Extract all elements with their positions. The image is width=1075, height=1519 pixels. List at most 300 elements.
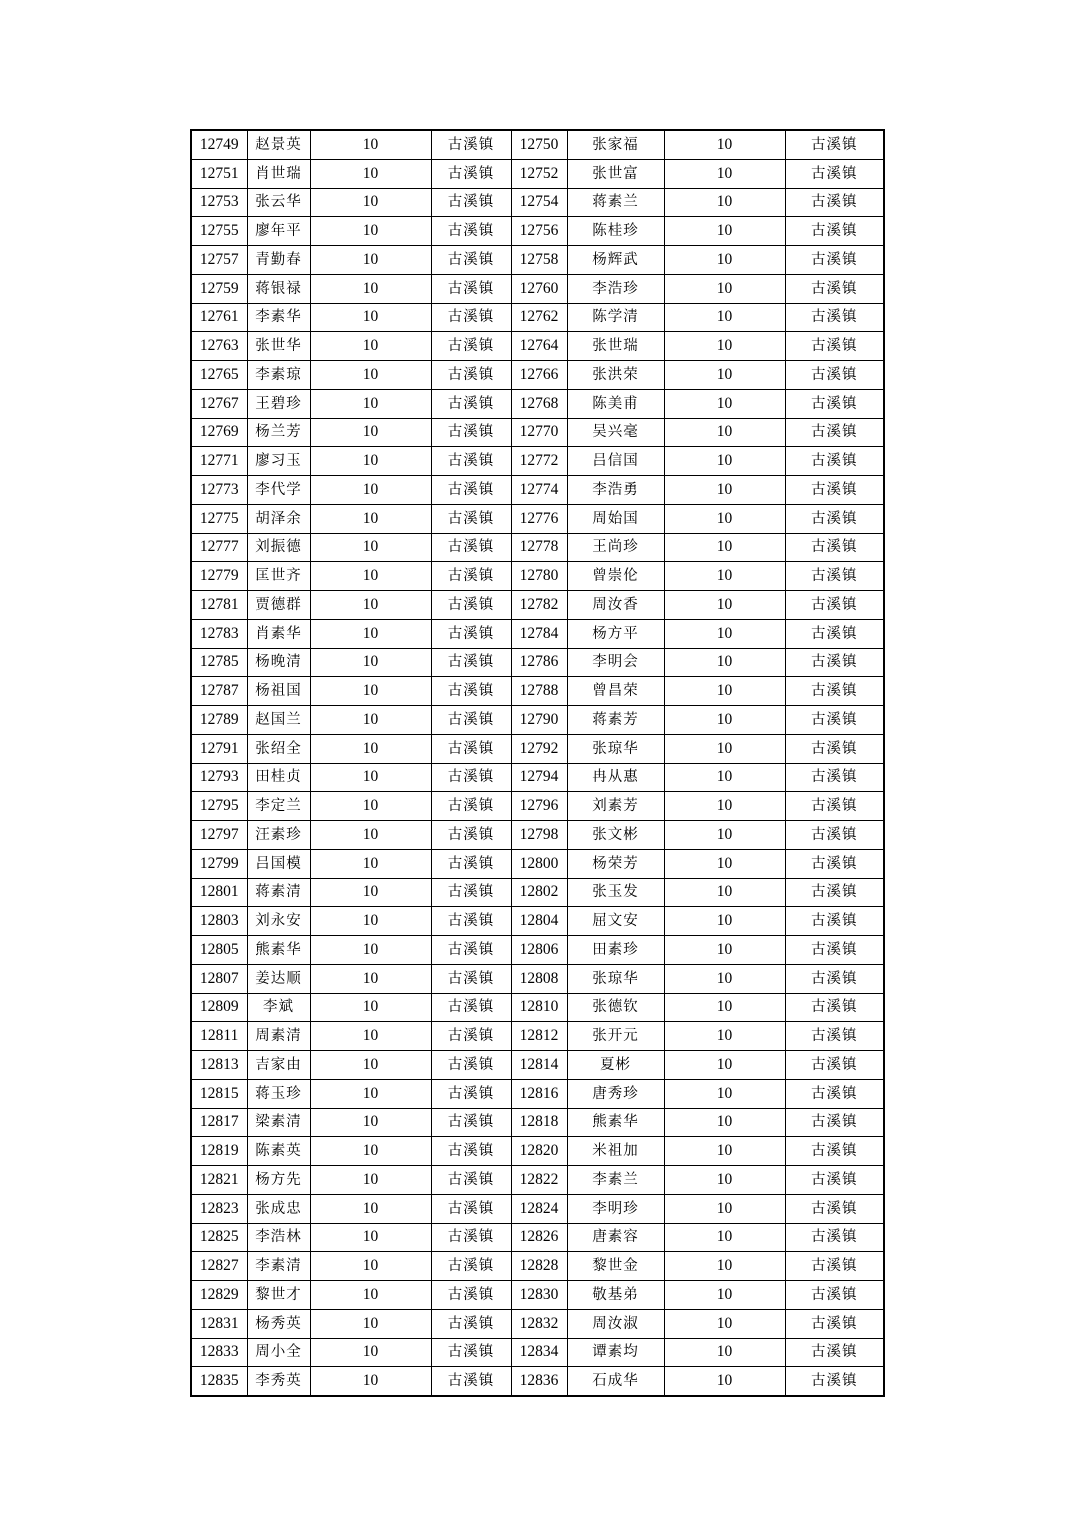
person-name: 周汝香 [567, 591, 664, 620]
town-name: 古溪镇 [431, 619, 511, 648]
town-name: 古溪镇 [431, 562, 511, 591]
person-name: 唐素容 [567, 1223, 664, 1252]
amount-value: 10 [310, 246, 431, 275]
town-name: 古溪镇 [785, 734, 884, 763]
person-name: 黎世才 [247, 1281, 310, 1310]
person-name: 李定兰 [247, 792, 310, 821]
amount-value: 10 [664, 993, 785, 1022]
record-number: 12791 [191, 734, 247, 763]
amount-value: 10 [310, 763, 431, 792]
amount-value: 10 [310, 1194, 431, 1223]
amount-value: 10 [664, 706, 785, 735]
amount-value: 10 [310, 619, 431, 648]
record-number: 12781 [191, 591, 247, 620]
amount-value: 10 [664, 734, 785, 763]
record-number: 12762 [511, 303, 567, 332]
amount-value: 10 [310, 849, 431, 878]
amount-value: 10 [310, 1022, 431, 1051]
amount-value: 10 [664, 361, 785, 390]
amount-value: 10 [310, 993, 431, 1022]
table-row [191, 447, 884, 476]
person-name: 胡泽余 [247, 504, 310, 533]
record-number: 12759 [191, 274, 247, 303]
record-number: 12823 [191, 1194, 247, 1223]
record-number: 12757 [191, 246, 247, 275]
amount-value: 10 [664, 1166, 785, 1195]
table-row [191, 188, 884, 217]
roster-body [191, 130, 884, 1396]
amount-value: 10 [664, 274, 785, 303]
amount-value: 10 [310, 936, 431, 965]
record-number: 12825 [191, 1223, 247, 1252]
amount-value: 10 [310, 389, 431, 418]
table-row [191, 993, 884, 1022]
record-number: 12801 [191, 878, 247, 907]
amount-value: 10 [310, 1051, 431, 1080]
town-name: 古溪镇 [431, 217, 511, 246]
town-name: 古溪镇 [785, 1051, 884, 1080]
record-number: 12824 [511, 1194, 567, 1223]
person-name: 敬基弟 [567, 1281, 664, 1310]
town-name: 古溪镇 [431, 792, 511, 821]
person-name: 梁素清 [247, 1108, 310, 1137]
person-name: 田桂贞 [247, 763, 310, 792]
person-name: 刘素芳 [567, 792, 664, 821]
record-number: 12820 [511, 1137, 567, 1166]
town-name: 古溪镇 [785, 964, 884, 993]
amount-value: 10 [310, 792, 431, 821]
table-row [191, 1367, 884, 1396]
record-number: 12770 [511, 418, 567, 447]
person-name: 黎世金 [567, 1252, 664, 1281]
table-row [191, 1338, 884, 1367]
table-row [191, 389, 884, 418]
record-number: 12777 [191, 533, 247, 562]
town-name: 古溪镇 [431, 1223, 511, 1252]
amount-value: 10 [664, 130, 785, 159]
town-name: 古溪镇 [785, 217, 884, 246]
amount-value: 10 [310, 562, 431, 591]
amount-value: 10 [310, 648, 431, 677]
table-row [191, 274, 884, 303]
record-number: 12832 [511, 1309, 567, 1338]
amount-value: 10 [664, 1367, 785, 1396]
table-row [191, 1281, 884, 1310]
table-row [191, 361, 884, 390]
amount-value: 10 [310, 1223, 431, 1252]
town-name: 古溪镇 [431, 907, 511, 936]
person-name: 杨方平 [567, 619, 664, 648]
amount-value: 10 [664, 217, 785, 246]
town-name: 古溪镇 [431, 849, 511, 878]
amount-value: 10 [310, 361, 431, 390]
town-name: 古溪镇 [431, 389, 511, 418]
table-row [191, 763, 884, 792]
record-number: 12749 [191, 130, 247, 159]
record-number: 12752 [511, 159, 567, 188]
town-name: 古溪镇 [785, 677, 884, 706]
table-row [191, 504, 884, 533]
town-name: 古溪镇 [785, 1022, 884, 1051]
record-number: 12751 [191, 159, 247, 188]
amount-value: 10 [310, 964, 431, 993]
record-number: 12788 [511, 677, 567, 706]
town-name: 古溪镇 [785, 619, 884, 648]
amount-value: 10 [664, 1309, 785, 1338]
person-name: 周素清 [247, 1022, 310, 1051]
record-number: 12797 [191, 821, 247, 850]
person-name: 李浩勇 [567, 476, 664, 505]
person-name: 杨晚清 [247, 648, 310, 677]
table-row [191, 562, 884, 591]
amount-value: 10 [310, 1252, 431, 1281]
person-name: 廖习玉 [247, 447, 310, 476]
amount-value: 10 [664, 1281, 785, 1310]
table-row [191, 476, 884, 505]
person-name: 杨祖国 [247, 677, 310, 706]
record-number: 12799 [191, 849, 247, 878]
town-name: 古溪镇 [431, 677, 511, 706]
town-name: 古溪镇 [431, 964, 511, 993]
record-number: 12771 [191, 447, 247, 476]
town-name: 古溪镇 [431, 648, 511, 677]
record-number: 12787 [191, 677, 247, 706]
record-number: 12805 [191, 936, 247, 965]
town-name: 古溪镇 [431, 821, 511, 850]
record-number: 12817 [191, 1108, 247, 1137]
town-name: 古溪镇 [431, 1194, 511, 1223]
town-name: 古溪镇 [431, 1108, 511, 1137]
town-name: 古溪镇 [431, 993, 511, 1022]
town-name: 古溪镇 [431, 303, 511, 332]
town-name: 古溪镇 [785, 447, 884, 476]
person-name: 汪素珍 [247, 821, 310, 850]
record-number: 12811 [191, 1022, 247, 1051]
record-number: 12831 [191, 1309, 247, 1338]
person-name: 刘振德 [247, 533, 310, 562]
person-name: 青勤春 [247, 246, 310, 275]
amount-value: 10 [664, 1194, 785, 1223]
person-name: 张琼华 [567, 964, 664, 993]
town-name: 古溪镇 [785, 591, 884, 620]
person-name: 赵景英 [247, 130, 310, 159]
town-name: 古溪镇 [785, 849, 884, 878]
person-name: 张世华 [247, 332, 310, 361]
person-name: 杨荣芳 [567, 849, 664, 878]
town-name: 古溪镇 [785, 1223, 884, 1252]
amount-value: 10 [664, 763, 785, 792]
amount-value: 10 [310, 1281, 431, 1310]
person-name: 熊素华 [247, 936, 310, 965]
person-name: 张玉发 [567, 878, 664, 907]
amount-value: 10 [310, 188, 431, 217]
amount-value: 10 [310, 1309, 431, 1338]
town-name: 古溪镇 [785, 706, 884, 735]
amount-value: 10 [664, 188, 785, 217]
table-row [191, 1108, 884, 1137]
person-name: 吕国模 [247, 849, 310, 878]
table-row [191, 1252, 884, 1281]
person-name: 李明会 [567, 648, 664, 677]
table-row [191, 706, 884, 735]
record-number: 12828 [511, 1252, 567, 1281]
amount-value: 10 [310, 706, 431, 735]
record-number: 12833 [191, 1338, 247, 1367]
amount-value: 10 [664, 878, 785, 907]
person-name: 张绍全 [247, 734, 310, 763]
record-number: 12789 [191, 706, 247, 735]
person-name: 姜达顺 [247, 964, 310, 993]
person-name: 田素珍 [567, 936, 664, 965]
person-name: 曾昌荣 [567, 677, 664, 706]
amount-value: 10 [310, 734, 431, 763]
amount-value: 10 [310, 591, 431, 620]
amount-value: 10 [664, 964, 785, 993]
town-name: 古溪镇 [431, 1051, 511, 1080]
town-name: 古溪镇 [785, 418, 884, 447]
town-name: 古溪镇 [785, 1108, 884, 1137]
person-name: 周始国 [567, 504, 664, 533]
amount-value: 10 [664, 159, 785, 188]
table-row [191, 1022, 884, 1051]
table-row [191, 591, 884, 620]
town-name: 古溪镇 [785, 792, 884, 821]
person-name: 匡世齐 [247, 562, 310, 591]
amount-value: 10 [664, 303, 785, 332]
table-row [191, 332, 884, 361]
town-name: 古溪镇 [431, 1367, 511, 1396]
person-name: 陈素英 [247, 1137, 310, 1166]
record-number: 12778 [511, 533, 567, 562]
town-name: 古溪镇 [785, 1309, 884, 1338]
table-row [191, 734, 884, 763]
town-name: 古溪镇 [431, 1281, 511, 1310]
person-name: 李素兰 [567, 1166, 664, 1195]
town-name: 古溪镇 [785, 1367, 884, 1396]
town-name: 古溪镇 [785, 533, 884, 562]
amount-value: 10 [664, 1051, 785, 1080]
record-number: 12803 [191, 907, 247, 936]
record-number: 12755 [191, 217, 247, 246]
roster-table [190, 129, 885, 1397]
record-number: 12810 [511, 993, 567, 1022]
person-name: 李素华 [247, 303, 310, 332]
amount-value: 10 [664, 1079, 785, 1108]
person-name: 陈桂珍 [567, 217, 664, 246]
person-name: 冉从惠 [567, 763, 664, 792]
town-name: 古溪镇 [431, 1338, 511, 1367]
person-name: 李秀英 [247, 1367, 310, 1396]
record-number: 12792 [511, 734, 567, 763]
person-name: 张云华 [247, 188, 310, 217]
table-row [191, 619, 884, 648]
record-number: 12821 [191, 1166, 247, 1195]
record-number: 12835 [191, 1367, 247, 1396]
record-number: 12775 [191, 504, 247, 533]
table-row [191, 303, 884, 332]
amount-value: 10 [664, 447, 785, 476]
person-name: 周小全 [247, 1338, 310, 1367]
record-number: 12813 [191, 1051, 247, 1080]
amount-value: 10 [664, 677, 785, 706]
record-number: 12812 [511, 1022, 567, 1051]
record-number: 12785 [191, 648, 247, 677]
table-row [191, 1166, 884, 1195]
table-row [191, 648, 884, 677]
record-number: 12798 [511, 821, 567, 850]
record-number: 12818 [511, 1108, 567, 1137]
record-number: 12766 [511, 361, 567, 390]
town-name: 古溪镇 [785, 1338, 884, 1367]
town-name: 古溪镇 [431, 274, 511, 303]
town-name: 古溪镇 [785, 993, 884, 1022]
table-row [191, 677, 884, 706]
town-name: 古溪镇 [431, 476, 511, 505]
town-name: 古溪镇 [431, 361, 511, 390]
person-name: 王碧珍 [247, 389, 310, 418]
record-number: 12806 [511, 936, 567, 965]
town-name: 古溪镇 [431, 1137, 511, 1166]
town-name: 古溪镇 [785, 907, 884, 936]
person-name: 杨辉武 [567, 246, 664, 275]
town-name: 古溪镇 [431, 706, 511, 735]
town-name: 古溪镇 [431, 418, 511, 447]
record-number: 12826 [511, 1223, 567, 1252]
person-name: 张开元 [567, 1022, 664, 1051]
person-name: 肖世瑞 [247, 159, 310, 188]
person-name: 贾德群 [247, 591, 310, 620]
person-name: 杨方先 [247, 1166, 310, 1195]
town-name: 古溪镇 [785, 1166, 884, 1195]
amount-value: 10 [664, 504, 785, 533]
amount-value: 10 [664, 821, 785, 850]
amount-value: 10 [664, 476, 785, 505]
amount-value: 10 [664, 648, 785, 677]
record-number: 12756 [511, 217, 567, 246]
amount-value: 10 [310, 274, 431, 303]
town-name: 古溪镇 [785, 1281, 884, 1310]
town-name: 古溪镇 [785, 274, 884, 303]
person-name: 张世富 [567, 159, 664, 188]
person-name: 蒋玉珍 [247, 1079, 310, 1108]
person-name: 李斌 [247, 993, 310, 1022]
town-name: 古溪镇 [785, 246, 884, 275]
record-number: 12783 [191, 619, 247, 648]
record-number: 12807 [191, 964, 247, 993]
town-name: 古溪镇 [785, 1252, 884, 1281]
town-name: 古溪镇 [785, 332, 884, 361]
person-name: 熊素华 [567, 1108, 664, 1137]
record-number: 12750 [511, 130, 567, 159]
person-name: 谭素均 [567, 1338, 664, 1367]
record-number: 12822 [511, 1166, 567, 1195]
record-number: 12830 [511, 1281, 567, 1310]
amount-value: 10 [664, 332, 785, 361]
table-row [191, 1194, 884, 1223]
person-name: 张世瑞 [567, 332, 664, 361]
person-name: 屈文安 [567, 907, 664, 936]
record-number: 12796 [511, 792, 567, 821]
table-row [191, 821, 884, 850]
town-name: 古溪镇 [431, 130, 511, 159]
person-name: 赵国兰 [247, 706, 310, 735]
town-name: 古溪镇 [431, 504, 511, 533]
record-number: 12779 [191, 562, 247, 591]
table-row [191, 936, 884, 965]
town-name: 古溪镇 [431, 159, 511, 188]
record-number: 12768 [511, 389, 567, 418]
amount-value: 10 [310, 303, 431, 332]
person-name: 张家福 [567, 130, 664, 159]
town-name: 古溪镇 [785, 648, 884, 677]
amount-value: 10 [310, 332, 431, 361]
amount-value: 10 [310, 907, 431, 936]
table-row [191, 159, 884, 188]
amount-value: 10 [664, 907, 785, 936]
record-number: 12819 [191, 1137, 247, 1166]
person-name: 蒋银禄 [247, 274, 310, 303]
person-name: 张洪荣 [567, 361, 664, 390]
record-number: 12815 [191, 1079, 247, 1108]
amount-value: 10 [664, 533, 785, 562]
town-name: 古溪镇 [785, 878, 884, 907]
town-name: 古溪镇 [785, 361, 884, 390]
amount-value: 10 [664, 389, 785, 418]
record-number: 12764 [511, 332, 567, 361]
amount-value: 10 [664, 936, 785, 965]
record-number: 12754 [511, 188, 567, 217]
person-name: 曾崇伦 [567, 562, 664, 591]
person-name: 石成华 [567, 1367, 664, 1396]
amount-value: 10 [310, 130, 431, 159]
amount-value: 10 [310, 1137, 431, 1166]
town-name: 古溪镇 [431, 188, 511, 217]
town-name: 古溪镇 [431, 878, 511, 907]
record-number: 12765 [191, 361, 247, 390]
person-name: 蒋素兰 [567, 188, 664, 217]
town-name: 古溪镇 [785, 1079, 884, 1108]
record-number: 12793 [191, 763, 247, 792]
amount-value: 10 [664, 1338, 785, 1367]
person-name: 蒋素芳 [567, 706, 664, 735]
record-number: 12784 [511, 619, 567, 648]
record-number: 12753 [191, 188, 247, 217]
record-number: 12769 [191, 418, 247, 447]
amount-value: 10 [310, 677, 431, 706]
person-name: 吉家由 [247, 1051, 310, 1080]
amount-value: 10 [664, 1108, 785, 1137]
table-row [191, 878, 884, 907]
record-number: 12782 [511, 591, 567, 620]
town-name: 古溪镇 [785, 303, 884, 332]
table-row [191, 246, 884, 275]
record-number: 12795 [191, 792, 247, 821]
town-name: 古溪镇 [785, 936, 884, 965]
person-name: 李素清 [247, 1252, 310, 1281]
person-name: 张德钦 [567, 993, 664, 1022]
person-name: 张文彬 [567, 821, 664, 850]
record-number: 12774 [511, 476, 567, 505]
person-name: 唐秀珍 [567, 1079, 664, 1108]
amount-value: 10 [310, 418, 431, 447]
person-name: 蒋素清 [247, 878, 310, 907]
amount-value: 10 [664, 849, 785, 878]
person-name: 张成忠 [247, 1194, 310, 1223]
person-name: 王尚珍 [567, 533, 664, 562]
person-name: 刘永安 [247, 907, 310, 936]
amount-value: 10 [664, 562, 785, 591]
table-row [191, 1079, 884, 1108]
